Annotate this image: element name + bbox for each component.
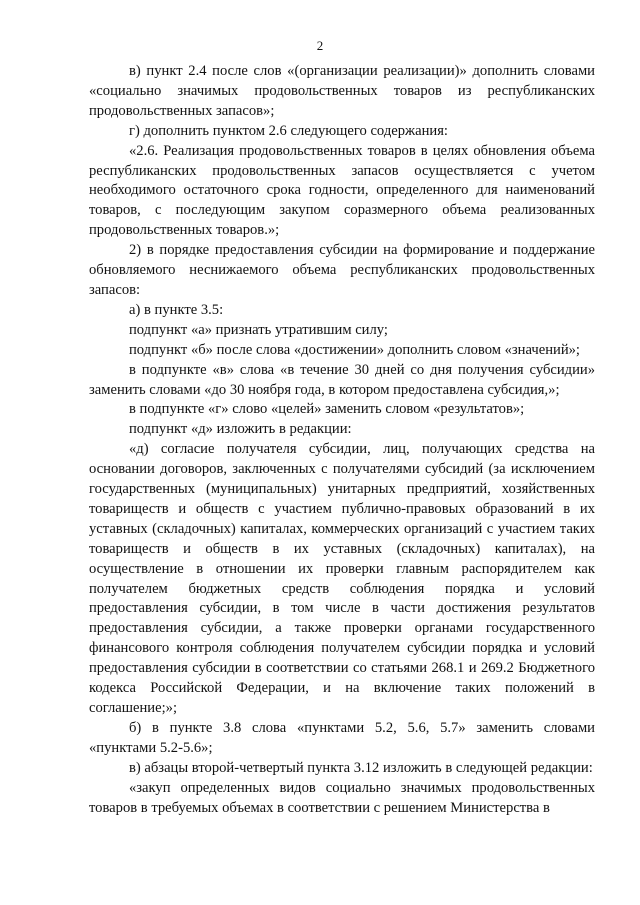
page-number: 2 (316, 38, 324, 53)
paragraph-subclause-v: в подпункте «в» слова «в течение 30 дней со дня получения субсидии» заменить словами «до 30 ноября года, в котором предоставлена субсидия,»; (89, 361, 595, 398)
paragraph-amend-2-4: в) пункт 2.4 после слов «(организации реализации)» дополнить словами «социально значимых продовольственных товаров из республиканских продовольственных запасов»; (89, 63, 595, 119)
paragraph-subclause-g: в подпункте «г» слово «целей» заменить словом «результатов»; (129, 401, 525, 418)
paragraph-subclause-d-text: «д) согласие получателя субсидии, лиц, получающих средства на основании договоров, заключенных с получателями субсидий (за исключением государственных (муниципальных) унитарных предприятий, хозяйственных товариществ и обществ с участием публично-правовых образований в их уставных (складочных) капиталах, коммерческих организаций с участием таких товариществ и обществ в их уставных (складочных) капиталах), на осуществление в отношении их проверки главным распорядителем как получателем бюджетных средств соблюдения порядка и условий предоставления субсидии, в том числе в части достижения результатов предоставления субсидии, а также проверки органами государственного финансового контроля соблюдения получателем субсидии порядка и условий предоставления субсидии в соответствии со статьями 268.1 и 269.2 Бюджетного кодекса Российской Федерации, и на включение таких положений в соглашение;»; (89, 441, 595, 716)
document-body (89, 62, 595, 818)
paragraph-subsidy-procedure: 2) в порядке предоставления субсидии на формирование и поддержание обновляемого неснижаемого объема республиканских продовольственных запасов: (89, 242, 595, 298)
paragraph-subclause-d: подпункт «д» изложить в редакции: (129, 421, 352, 438)
paragraph-subclause-a: подпункт «а» признать утратившим силу; (129, 321, 388, 338)
paragraph-clause-3-5: а) в пункте 3.5: (129, 301, 224, 318)
paragraph-text-2-6: «2.6. Реализация продовольственных товаров в целях обновления объема республиканских продовольственных запасов осуществляется с учетом необходимого остаточного срока годности, определенного для наименований товаров, с последующим закупом соразмерного объема реализованных продовольственных товаров.»; (89, 142, 595, 239)
paragraph-add-2-6: г) дополнить пунктом 2.6 следующего содержания: (129, 122, 448, 139)
paragraph-clause-3-8: б) в пункте 3.8 слова «пунктами 5.2, 5.6, 5.7» заменить словами «пунктами 5.2-5.6»; (89, 719, 595, 756)
paragraph-subclause-b: подпункт «б» после слова «достижении» дополнить словом «значений»; (129, 341, 580, 358)
paragraph-clause-3-12-text: «закуп определенных видов социально значимых продовольственных товаров в требуемых объемах в соответствии с решением Министерства в (89, 779, 595, 816)
paragraph-clause-3-12: в) абзацы второй-четвертый пункта 3.12 изложить в следующей редакции: (129, 759, 593, 776)
